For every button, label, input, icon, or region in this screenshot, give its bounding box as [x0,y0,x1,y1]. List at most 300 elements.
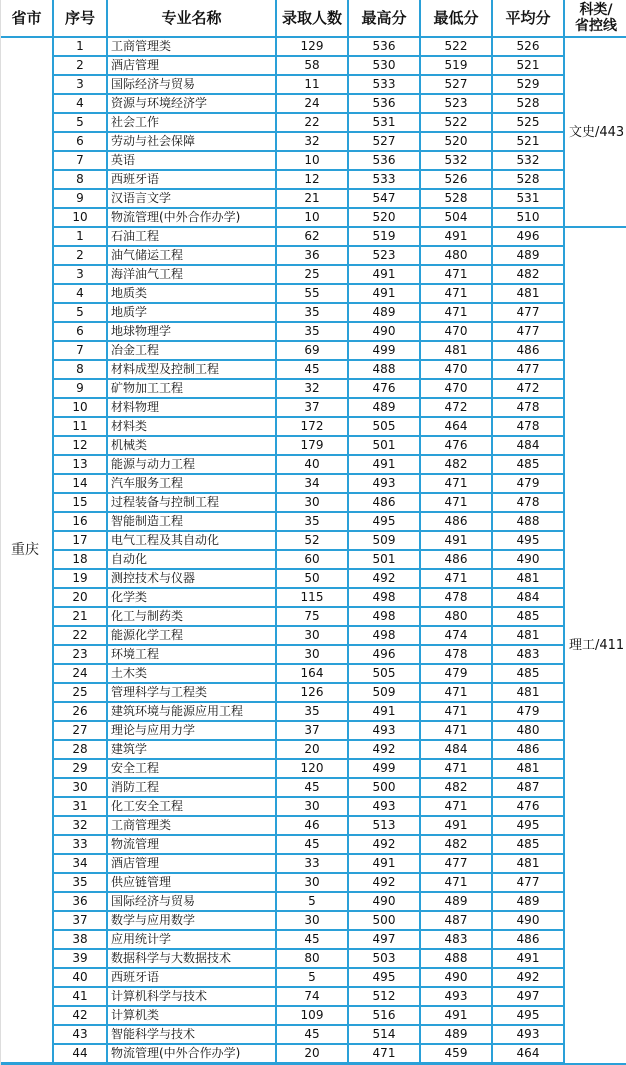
enrolled-cell: 109 [276,1006,348,1025]
max-score-cell: 489 [348,398,420,417]
table-row [1,94,626,113]
header-avg-score: 平均分 [492,0,564,37]
table-row [1,949,626,968]
major-cell: 酒店管理 [107,56,276,75]
header-min-score: 最低分 [420,0,492,37]
enrolled-cell: 30 [276,626,348,645]
avg-score-cell: 528 [492,94,564,113]
avg-score-cell: 497 [492,987,564,1006]
max-score-cell: 533 [348,75,420,94]
major-cell: 地质学 [107,303,276,322]
avg-score-cell: 485 [492,835,564,854]
index-cell: 25 [53,683,107,702]
index-cell: 12 [53,436,107,455]
table-row [1,797,626,816]
min-score-cell: 504 [420,208,492,227]
avg-score-cell: 464 [492,1044,564,1064]
table-row [1,246,626,265]
index-cell: 16 [53,512,107,531]
table-row [1,151,626,170]
min-score-cell: 471 [420,474,492,493]
major-cell: 供应链管理 [107,873,276,892]
min-score-cell: 481 [420,341,492,360]
max-score-cell: 497 [348,930,420,949]
index-cell: 4 [53,94,107,113]
max-score-cell: 496 [348,645,420,664]
max-score-cell: 516 [348,1006,420,1025]
table-row [1,778,626,797]
index-cell: 14 [53,474,107,493]
avg-score-cell: 525 [492,113,564,132]
enrolled-cell: 46 [276,816,348,835]
avg-score-cell: 493 [492,1025,564,1044]
avg-score-cell: 485 [492,607,564,626]
enrolled-cell: 10 [276,151,348,170]
enrolled-cell: 21 [276,189,348,208]
avg-score-cell: 486 [492,341,564,360]
min-score-cell: 470 [420,379,492,398]
min-score-cell: 471 [420,759,492,778]
min-score-cell: 480 [420,607,492,626]
min-score-cell: 528 [420,189,492,208]
enrolled-cell: 164 [276,664,348,683]
table-row [1,75,626,94]
index-cell: 38 [53,930,107,949]
avg-score-cell: 489 [492,246,564,265]
table-row [1,987,626,1006]
avg-score-cell: 486 [492,930,564,949]
table-row [1,493,626,512]
major-cell: 国际经济与贸易 [107,892,276,911]
index-cell: 35 [53,873,107,892]
avg-score-cell: 495 [492,531,564,550]
index-cell: 19 [53,569,107,588]
avg-score-cell: 496 [492,227,564,246]
enrolled-cell: 58 [276,56,348,75]
enrolled-cell: 62 [276,227,348,246]
min-score-cell: 482 [420,778,492,797]
max-score-cell: 486 [348,493,420,512]
avg-score-cell: 476 [492,797,564,816]
major-cell: 应用统计学 [107,930,276,949]
table-row [1,436,626,455]
enrolled-cell: 45 [276,778,348,797]
enrolled-cell: 120 [276,759,348,778]
max-score-cell: 520 [348,208,420,227]
enrolled-cell: 12 [276,170,348,189]
index-cell: 7 [53,341,107,360]
min-score-cell: 479 [420,664,492,683]
major-cell: 酒店管理 [107,854,276,873]
major-cell: 石油工程 [107,227,276,246]
avg-score-cell: 484 [492,588,564,607]
enrolled-cell: 32 [276,379,348,398]
enrolled-cell: 172 [276,417,348,436]
major-cell: 地质类 [107,284,276,303]
max-score-cell: 501 [348,436,420,455]
table-row [1,664,626,683]
min-score-cell: 459 [420,1044,492,1064]
max-score-cell: 498 [348,626,420,645]
max-score-cell: 490 [348,322,420,341]
min-score-cell: 493 [420,987,492,1006]
min-score-cell: 484 [420,740,492,759]
index-cell: 30 [53,778,107,797]
major-cell: 计算机类 [107,1006,276,1025]
max-score-cell: 505 [348,664,420,683]
major-cell: 建筑学 [107,740,276,759]
avg-score-cell: 482 [492,265,564,284]
table-row [1,569,626,588]
enrolled-cell: 179 [276,436,348,455]
min-score-cell: 471 [420,873,492,892]
index-cell: 33 [53,835,107,854]
major-cell: 管理科学与工程类 [107,683,276,702]
table-row [1,721,626,740]
avg-score-cell: 481 [492,854,564,873]
avg-score-cell: 529 [492,75,564,94]
min-score-cell: 464 [420,417,492,436]
major-cell: 工商管理类 [107,37,276,56]
enrolled-cell: 35 [276,512,348,531]
enrolled-cell: 50 [276,569,348,588]
major-cell: 能源与动力工程 [107,455,276,474]
index-cell: 3 [53,265,107,284]
min-score-cell: 520 [420,132,492,151]
avg-score-cell: 526 [492,37,564,56]
max-score-cell: 500 [348,778,420,797]
max-score-cell: 492 [348,569,420,588]
major-cell: 国际经济与贸易 [107,75,276,94]
avg-score-cell: 481 [492,626,564,645]
max-score-cell: 536 [348,37,420,56]
table-row [1,892,626,911]
avg-score-cell: 481 [492,759,564,778]
max-score-cell: 547 [348,189,420,208]
avg-score-cell: 481 [492,284,564,303]
max-score-cell: 495 [348,968,420,987]
enrolled-cell: 35 [276,322,348,341]
index-cell: 4 [53,284,107,303]
enrolled-cell: 35 [276,303,348,322]
max-score-cell: 492 [348,873,420,892]
major-cell: 理论与应用力学 [107,721,276,740]
enrolled-cell: 37 [276,721,348,740]
enrolled-cell: 24 [276,94,348,113]
major-cell: 材料物理 [107,398,276,417]
max-score-cell: 491 [348,265,420,284]
min-score-cell: 489 [420,1025,492,1044]
max-score-cell: 533 [348,170,420,189]
table-row [1,930,626,949]
min-score-cell: 476 [420,436,492,455]
major-cell: 智能制造工程 [107,512,276,531]
max-score-cell: 491 [348,455,420,474]
min-score-cell: 480 [420,246,492,265]
min-score-cell: 478 [420,588,492,607]
enrolled-cell: 34 [276,474,348,493]
max-score-cell: 493 [348,721,420,740]
max-score-cell: 492 [348,740,420,759]
min-score-cell: 471 [420,569,492,588]
table-row [1,835,626,854]
major-cell: 英语 [107,151,276,170]
major-cell: 物流管理(中外合作办学) [107,1044,276,1064]
index-cell: 2 [53,56,107,75]
index-cell: 9 [53,379,107,398]
admission-scores-table [1,0,626,1065]
max-score-cell: 498 [348,607,420,626]
avg-score-cell: 477 [492,303,564,322]
enrolled-cell: 60 [276,550,348,569]
major-cell: 环境工程 [107,645,276,664]
enrolled-cell: 32 [276,132,348,151]
min-score-cell: 471 [420,303,492,322]
table-row [1,189,626,208]
avg-score-cell: 487 [492,778,564,797]
table-row [1,759,626,778]
major-cell: 地球物理学 [107,322,276,341]
table-row [1,550,626,569]
enrolled-cell: 45 [276,835,348,854]
enrolled-cell: 30 [276,911,348,930]
avg-score-cell: 492 [492,968,564,987]
table-row [1,702,626,721]
max-score-cell: 499 [348,759,420,778]
max-score-cell: 505 [348,417,420,436]
min-score-cell: 483 [420,930,492,949]
index-cell: 20 [53,588,107,607]
category-cell: 文史/443 [564,37,626,227]
index-cell: 34 [53,854,107,873]
min-score-cell: 471 [420,265,492,284]
avg-score-cell: 521 [492,56,564,75]
avg-score-cell: 495 [492,816,564,835]
index-cell: 7 [53,151,107,170]
max-score-cell: 493 [348,474,420,493]
enrolled-cell: 10 [276,208,348,227]
min-score-cell: 486 [420,550,492,569]
avg-score-cell: 478 [492,493,564,512]
major-cell: 机械类 [107,436,276,455]
index-cell: 28 [53,740,107,759]
major-cell: 安全工程 [107,759,276,778]
max-score-cell: 499 [348,341,420,360]
max-score-cell: 476 [348,379,420,398]
avg-score-cell: 491 [492,949,564,968]
index-cell: 5 [53,303,107,322]
max-score-cell: 523 [348,246,420,265]
min-score-cell: 477 [420,854,492,873]
min-score-cell: 491 [420,531,492,550]
major-cell: 汽车服务工程 [107,474,276,493]
min-score-cell: 482 [420,455,492,474]
index-cell: 44 [53,1044,107,1064]
max-score-cell: 500 [348,911,420,930]
table-row [1,455,626,474]
max-score-cell: 536 [348,151,420,170]
major-cell: 矿物加工工程 [107,379,276,398]
major-cell: 数学与应用数学 [107,911,276,930]
table-row [1,132,626,151]
enrolled-cell: 37 [276,398,348,417]
table-row [1,816,626,835]
enrolled-cell: 25 [276,265,348,284]
index-cell: 27 [53,721,107,740]
max-score-cell: 503 [348,949,420,968]
enrolled-cell: 11 [276,75,348,94]
max-score-cell: 509 [348,531,420,550]
major-cell: 汉语言文学 [107,189,276,208]
avg-score-cell: 479 [492,474,564,493]
major-cell: 物流管理 [107,835,276,854]
major-cell: 工商管理类 [107,816,276,835]
avg-score-cell: 477 [492,360,564,379]
min-score-cell: 527 [420,75,492,94]
index-cell: 42 [53,1006,107,1025]
index-cell: 43 [53,1025,107,1044]
enrolled-cell: 74 [276,987,348,1006]
table-row [1,341,626,360]
enrolled-cell: 30 [276,493,348,512]
avg-score-cell: 510 [492,208,564,227]
table-row [1,512,626,531]
enrolled-cell: 30 [276,645,348,664]
header-max-score: 最高分 [348,0,420,37]
enrolled-cell: 80 [276,949,348,968]
index-cell: 3 [53,75,107,94]
major-cell: 材料成型及控制工程 [107,360,276,379]
enrolled-cell: 20 [276,740,348,759]
avg-score-cell: 472 [492,379,564,398]
enrolled-cell: 52 [276,531,348,550]
major-cell: 材料类 [107,417,276,436]
table-row [1,740,626,759]
min-score-cell: 478 [420,645,492,664]
major-cell: 社会工作 [107,113,276,132]
major-cell: 油气储运工程 [107,246,276,265]
index-cell: 17 [53,531,107,550]
avg-score-cell: 532 [492,151,564,170]
table-row [1,474,626,493]
header-category: 科类/省控线 [564,0,626,37]
table-row [1,1025,626,1044]
max-score-cell: 513 [348,816,420,835]
index-cell: 10 [53,208,107,227]
index-cell: 6 [53,132,107,151]
table-row [1,911,626,930]
table-row [1,113,626,132]
avg-score-cell: 485 [492,455,564,474]
index-cell: 15 [53,493,107,512]
table-row [1,626,626,645]
min-score-cell: 471 [420,721,492,740]
enrolled-cell: 126 [276,683,348,702]
max-score-cell: 498 [348,588,420,607]
min-score-cell: 482 [420,835,492,854]
major-cell: 过程装备与控制工程 [107,493,276,512]
min-score-cell: 491 [420,816,492,835]
major-cell: 化工与制药类 [107,607,276,626]
max-score-cell: 490 [348,892,420,911]
enrolled-cell: 20 [276,1044,348,1064]
table-row [1,531,626,550]
table-row [1,37,626,56]
enrolled-cell: 75 [276,607,348,626]
min-score-cell: 470 [420,322,492,341]
major-cell: 化工安全工程 [107,797,276,816]
table-row [1,284,626,303]
avg-score-cell: 521 [492,132,564,151]
index-cell: 24 [53,664,107,683]
enrolled-cell: 45 [276,930,348,949]
min-score-cell: 471 [420,284,492,303]
table-row [1,968,626,987]
header-major: 专业名称 [107,0,276,37]
major-cell: 土木类 [107,664,276,683]
major-cell: 能源化学工程 [107,626,276,645]
avg-score-cell: 484 [492,436,564,455]
table-row [1,360,626,379]
max-score-cell: 488 [348,360,420,379]
table-row [1,303,626,322]
min-score-cell: 471 [420,493,492,512]
index-cell: 36 [53,892,107,911]
index-cell: 11 [53,417,107,436]
max-score-cell: 530 [348,56,420,75]
major-cell: 测控技术与仪器 [107,569,276,588]
max-score-cell: 519 [348,227,420,246]
table-row [1,208,626,227]
min-score-cell: 526 [420,170,492,189]
min-score-cell: 491 [420,1006,492,1025]
min-score-cell: 474 [420,626,492,645]
min-score-cell: 472 [420,398,492,417]
index-cell: 26 [53,702,107,721]
major-cell: 智能科学与技术 [107,1025,276,1044]
index-cell: 29 [53,759,107,778]
avg-score-cell: 477 [492,873,564,892]
min-score-cell: 488 [420,949,492,968]
enrolled-cell: 115 [276,588,348,607]
max-score-cell: 471 [348,1044,420,1064]
table-row [1,873,626,892]
header-row [1,0,626,37]
min-score-cell: 491 [420,227,492,246]
min-score-cell: 486 [420,512,492,531]
avg-score-cell: 486 [492,740,564,759]
index-cell: 41 [53,987,107,1006]
index-cell: 8 [53,170,107,189]
avg-score-cell: 481 [492,683,564,702]
enrolled-cell: 36 [276,246,348,265]
index-cell: 31 [53,797,107,816]
major-cell: 劳动与社会保障 [107,132,276,151]
avg-score-cell: 531 [492,189,564,208]
index-cell: 13 [53,455,107,474]
table-row [1,683,626,702]
table-row [1,1044,626,1064]
table-row [1,227,626,246]
avg-score-cell: 490 [492,550,564,569]
enrolled-cell: 5 [276,968,348,987]
max-score-cell: 495 [348,512,420,531]
max-score-cell: 514 [348,1025,420,1044]
table-row [1,322,626,341]
major-cell: 物流管理(中外合作办学) [107,208,276,227]
table-row [1,56,626,75]
enrolled-cell: 69 [276,341,348,360]
